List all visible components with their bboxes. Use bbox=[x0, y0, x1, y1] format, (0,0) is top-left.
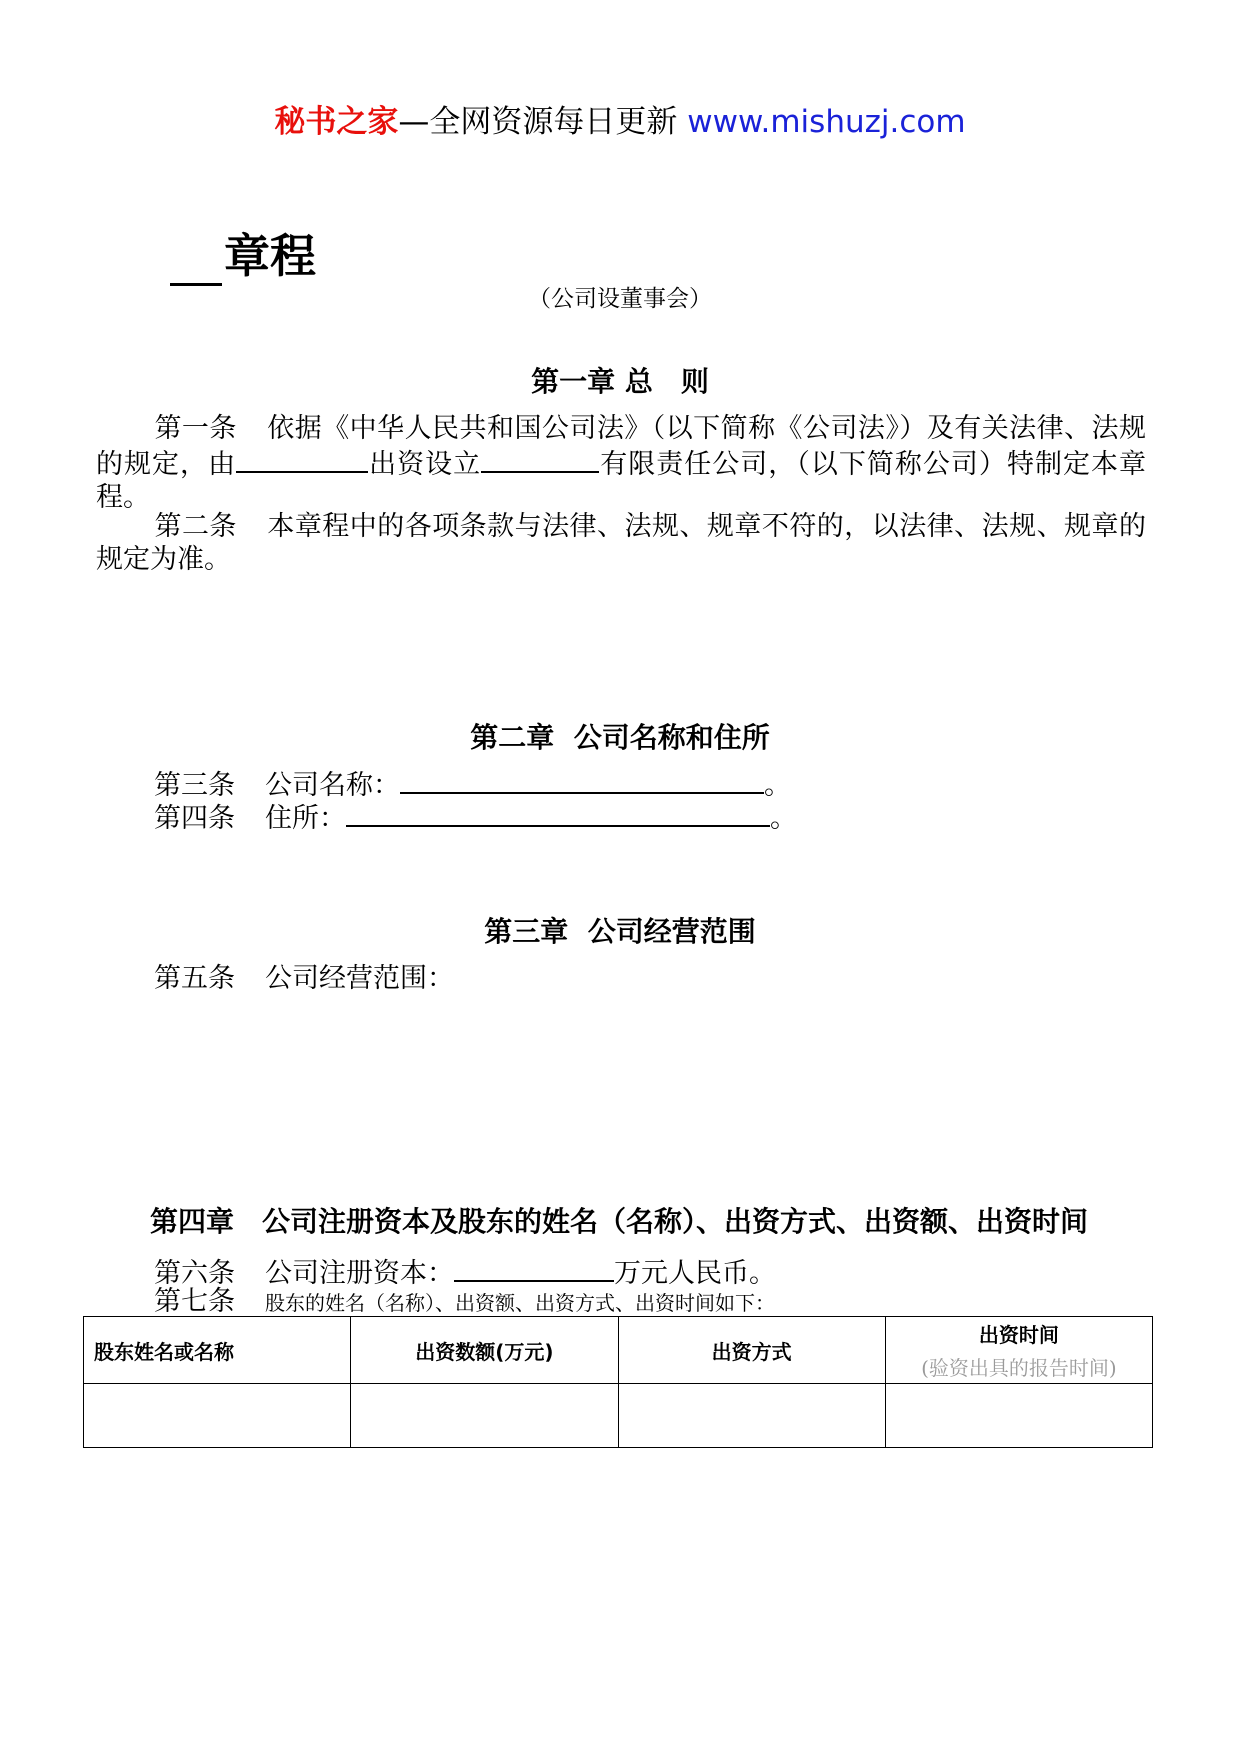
article-6: 第六条 公司注册资本： 万元人民币。 bbox=[96, 1254, 1146, 1290]
site-header bbox=[0, 100, 1240, 144]
chapter-3-heading: 第三章 公司经营范围 bbox=[484, 915, 756, 948]
col-contribution-amount: 出资数额(万元) bbox=[351, 1317, 618, 1384]
article-3: 第三条 公司名称： 。 bbox=[96, 766, 1146, 802]
table-row bbox=[84, 1384, 1153, 1448]
col-shareholder-name: 股东姓名或名称 bbox=[84, 1317, 351, 1384]
site-url[interactable]: www.mishuzj.com bbox=[687, 104, 966, 140]
chapter-1-heading: 第一章 总 则 bbox=[531, 365, 709, 398]
chapter-4-heading: 第四章 公司注册资本及股东的姓名（名称）、出资方式、出资额、出资时间 bbox=[150, 1205, 1089, 1238]
document-subtitle: （公司设董事会） bbox=[528, 286, 712, 312]
cell-contribution-time bbox=[885, 1384, 1152, 1448]
cell-contribution-method bbox=[618, 1384, 885, 1448]
article-1-label: 第一条 bbox=[154, 413, 237, 444]
investor-blank bbox=[236, 445, 368, 473]
article-7: 第七条 股东的姓名（名称）、出资额、出资方式、出资时间如下： bbox=[154, 1286, 775, 1317]
brand-name: 秘书之家 bbox=[274, 104, 399, 140]
col-contribution-time-note: (验资出具的报告时间) bbox=[921, 1356, 1117, 1380]
cell-contribution-amount bbox=[351, 1384, 618, 1448]
document-title bbox=[170, 226, 316, 286]
article-4: 第四条 住所： 。 bbox=[96, 799, 1146, 835]
registered-capital-field bbox=[454, 1254, 614, 1282]
cell-shareholder-name bbox=[84, 1384, 351, 1448]
title-text: 章程 bbox=[224, 229, 316, 283]
shareholder-table bbox=[83, 1316, 1153, 1448]
col-contribution-method: 出资方式 bbox=[618, 1317, 885, 1384]
article-2-label: 第二条 bbox=[154, 511, 237, 542]
title-blank bbox=[170, 239, 222, 286]
article-5: 第五条 公司经营范围： bbox=[154, 963, 454, 994]
chapter-2-heading: 第二章 公司名称和住所 bbox=[470, 721, 770, 754]
article-1: 第一条 依据《中华人民共和国公司法》（以下简称《公司法》）及有关法律、法规的规定，由 出资设立 有限责任公司，（以下简称公司）特制定本章程。 bbox=[96, 413, 1147, 513]
address-field bbox=[346, 799, 770, 827]
article-2: 第二条 本章程中的各项条款与法律、法规、规章不符的，以法律、法规、规章的规定为准。 bbox=[96, 511, 1147, 575]
table-header-row bbox=[84, 1317, 1153, 1384]
slogan: —全网资源每日更新 bbox=[398, 104, 688, 140]
col-contribution-time: 出资时间 (验资出具的报告时间) bbox=[885, 1317, 1152, 1384]
company-name-blank bbox=[481, 445, 599, 473]
company-name-field bbox=[400, 766, 764, 794]
